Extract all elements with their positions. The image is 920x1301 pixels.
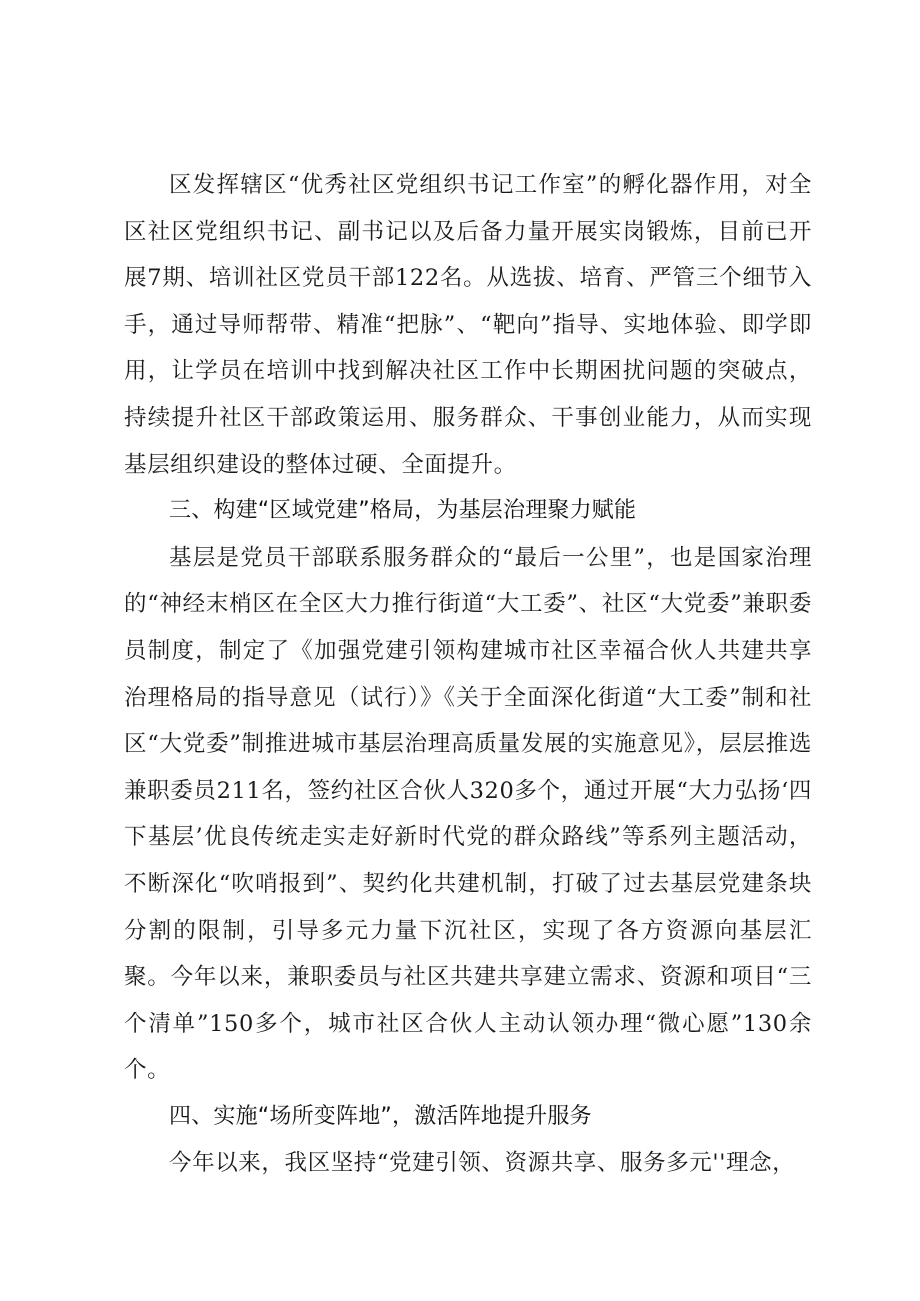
paragraph-regional-party-building: 基层是党员干部联系服务群众的“最后一公里”，也是国家治理的“神经末梢区在全区大力推行街道“大工委”、社区“大党委”兼职委员制度，制定了《加强党建引领构建城市社区幸福合伙人共建共享治理格局的指导意见（试行）》《关于全面深化街道“大工委”制和社区“大党委”制推进城市基层治理高质量发展的实施意见》，层层推选兼职委员211名，签约社区合伙人320多个，通过开展“大力弘扬‘四下基层’优良传统走实走好新时代党的群众路线”等系列主题活动，不断深化“吹哨报到”、契约化共建机制，打破了过去基层党建条块分割的限制，引导多元力量下沉社区，实现了各方资源向基层汇聚。今年以来，兼职委员与社区共建共享建立需求、资源和项目“三个清单”150多个，城市社区合伙人主动认领办理“微心愿”130余个。 <box>124 544 812 1084</box>
section-heading-4: 四、实施“场所变阵地”，激活阵地提升服务 <box>169 1103 592 1129</box>
document-body <box>124 162 812 1187</box>
paragraph-training: 区发挥辖区“优秀社区党组织书记工作室”的孵化器作用，对全区社区党组织书记、副书记以及后备力量开展实岗锻炼，目前已开展7期、培训社区党员干部122名。从选拔、培育、严管三个细节入手，通过导师帮带、精准“把脉”、“靶向”指导、实地体验、即学即用，让学员在培训中找到解决社区工作中长期困扰问题的突破点，持续提升社区干部政策运用、服务群众、干事创业能力，从而实现基层组织建设的整体过硬、全面提升。 <box>124 172 812 478</box>
section-heading-3: 三、构建“区域党建”格局，为基层治理聚力赋能 <box>169 498 637 524</box>
paragraph-venue-service: 今年以来，我区坚持“党建引领、资源共享、服务多元''理念， <box>169 1150 796 1177</box>
